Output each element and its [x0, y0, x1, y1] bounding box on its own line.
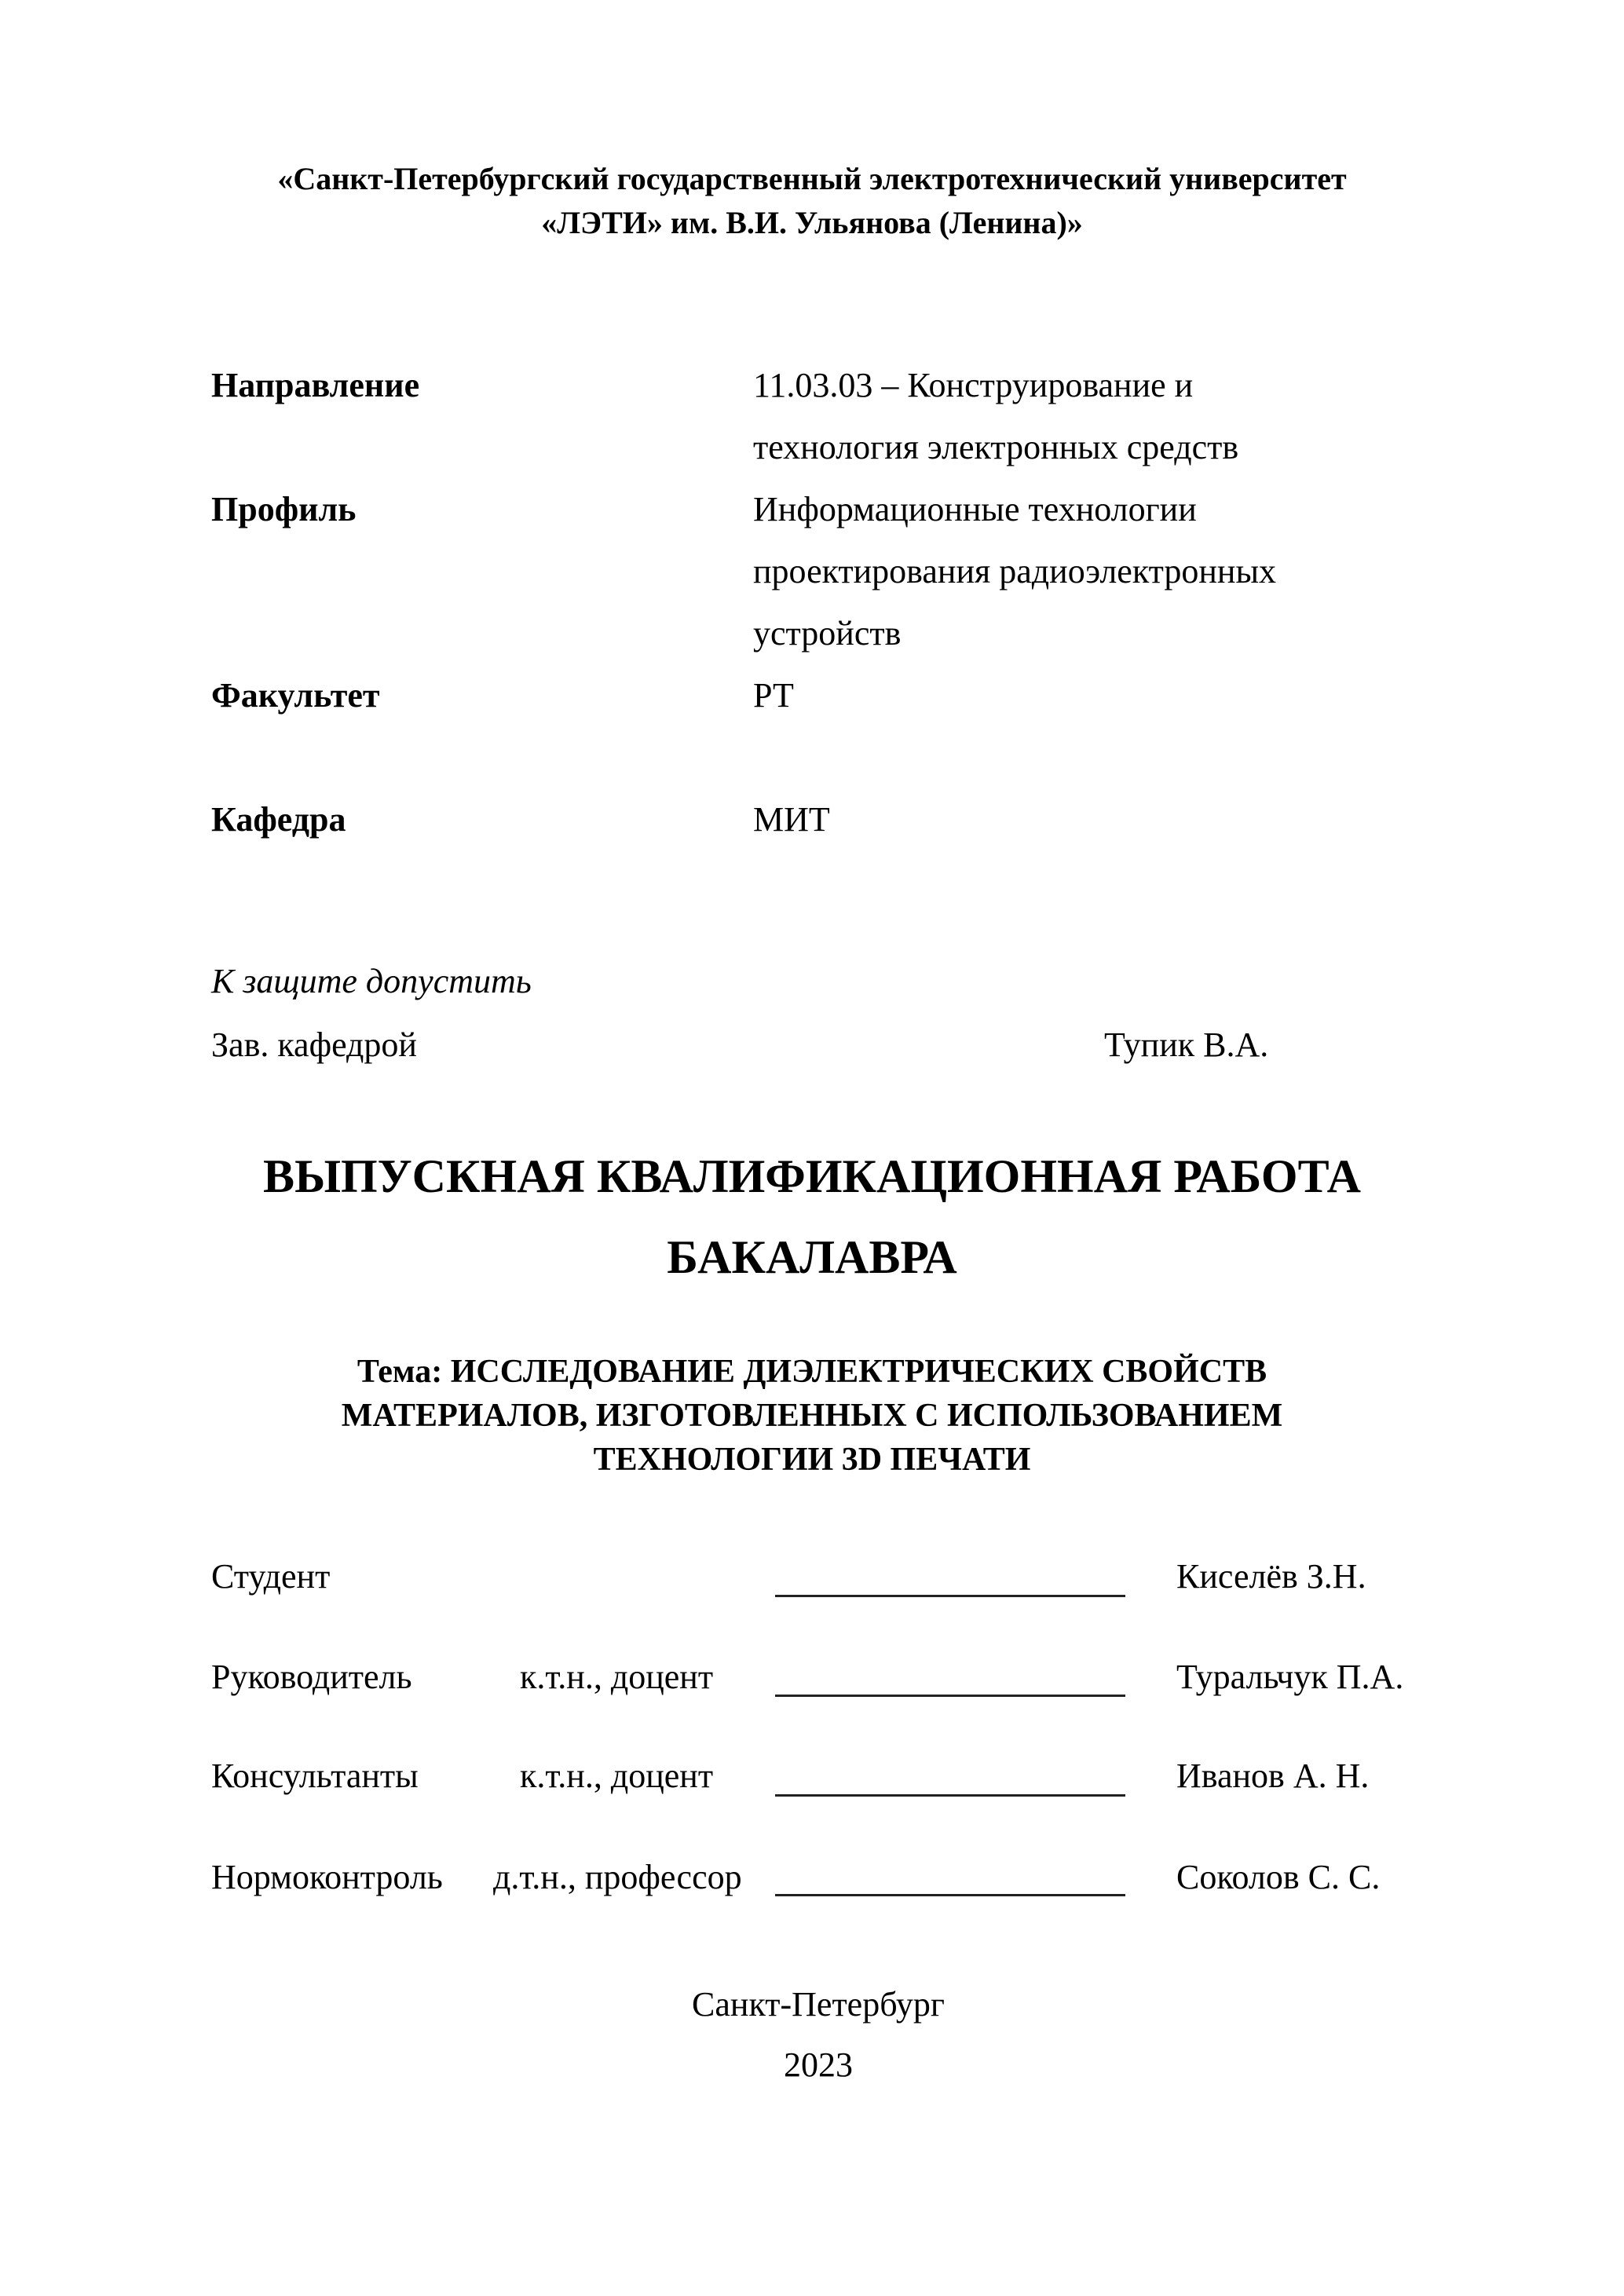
- signature-degree: к.т.н., доцент: [520, 1658, 714, 1696]
- signature-role: Консультанты: [211, 1757, 419, 1795]
- signature-degree: д.т.н., профессор: [493, 1858, 742, 1896]
- signature-line: [775, 1695, 1125, 1697]
- signature-name: Киселёв З.Н.: [1176, 1557, 1366, 1596]
- topic-line-2: МАТЕРИАЛОВ, ИЗГОТОВЛЕННЫХ С ИСПОЛЬЗОВАНИЕМ: [341, 1398, 1283, 1434]
- profile-value-line-1: Информационные технологии: [753, 490, 1197, 528]
- work-title-line-1: ВЫПУСКНАЯ КВАЛИФИКАЦИОННАЯ РАБОТА: [263, 1150, 1361, 1202]
- signature-line: [775, 1794, 1125, 1797]
- signature-name: Туральчук П.А.: [1176, 1658, 1404, 1696]
- direction-value-line-2: технология электронных средств: [753, 428, 1239, 466]
- footer-year: 2023: [784, 2046, 853, 2084]
- direction-label: Направление: [211, 366, 420, 404]
- topic-line-3: ТЕХНОЛОГИИ 3D ПЕЧАТИ: [593, 1442, 1031, 1478]
- university-name-line-2: «ЛЭТИ» им. В.И. Ульянова (Ленина)»: [541, 205, 1083, 240]
- topic-line-1: Тема: ИССЛЕДОВАНИЕ ДИЭЛЕКТРИЧЕСКИХ СВОЙСТВ: [357, 1354, 1267, 1390]
- profile-value-line-3: устройств: [753, 614, 902, 653]
- signature-role: Нормоконтроль: [211, 1858, 443, 1896]
- department-label: Кафедра: [211, 800, 346, 839]
- signature-role: Студент: [211, 1557, 331, 1596]
- profile-label: Профиль: [211, 490, 357, 528]
- signature-name: Соколов С. С.: [1176, 1858, 1381, 1896]
- work-title-line-2: БАКАЛАВРА: [667, 1231, 957, 1283]
- signature-name: Иванов А. Н.: [1176, 1757, 1370, 1795]
- signature-degree: к.т.н., доцент: [520, 1757, 714, 1795]
- profile-value-line-2: проектирования радиоэлектронных: [753, 552, 1277, 590]
- approval-role: Зав. кафедрой: [211, 1026, 417, 1064]
- department-value: МИТ: [753, 800, 830, 839]
- direction-value-line-1: 11.03.03 – Конструирование и: [753, 366, 1194, 404]
- signature-line: [775, 1894, 1125, 1896]
- university-name-line-1: «Санкт-Петербургский государственный электротехнический университет: [277, 161, 1347, 196]
- signature-role: Руководитель: [211, 1658, 412, 1696]
- faculty-value: РТ: [753, 676, 794, 715]
- approval-caption: К защите допустить: [211, 962, 532, 1000]
- approval-name: Тупик В.А.: [1104, 1026, 1269, 1064]
- faculty-label: Факультет: [211, 676, 380, 715]
- footer-city: Санкт-Петербург: [692, 1985, 945, 2024]
- signature-line: [775, 1595, 1125, 1597]
